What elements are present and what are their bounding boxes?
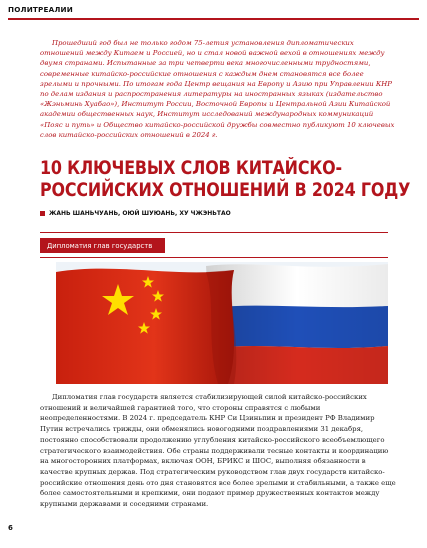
page-number: 6 <box>8 524 13 532</box>
article-title <box>40 158 411 202</box>
byline <box>40 210 231 217</box>
subhead-rule-top <box>40 232 388 233</box>
china-russia-flags-illustration <box>56 262 388 384</box>
article-body: Дипломатия глав государств является стабилизирующей силой китайско-российских отношений и величайшей гарантией того, что стороны справятся с любыми неопределенностями. В 2024 г. председатель КНР Си Цзиньпин и президент РФ Владимир Путин встречались трижды, они обменялись новогодними поздравлениями 31 декабря, постоянно способствовали продолжению углубления китайско-российского всеобъемлющего стратегического взаимодействия. Обе страны поддерживали тесные контакты и координацию на многосторонних платформах, включая ООН, БРИКС и ШОС, выполняя обязанности в качестве крупных держав. Под стратегическим руководством глав двух государств китайско-российские отношения день ото дня становятся все более зрелыми и стабильными, а также еще более самостоятельными и крепкими, они подают пример дружественных контактов между крупными державами и соседними странами. <box>40 393 396 509</box>
intro-paragraph: Прошедший год был не только годом 75-летия установления дипломатических отношений между Китаем и Россией, но и стал новой важной вехой в отношениях между двумя странами. Испытанные за три четверти века многочисленными трудностями, современные китайско-российские отношения с каждым днем становятся все более зрелыми и прочными. По итогам года Центр вещания на Европу и Азию при Управлении КНР по делам издания и распространения литературы на иностранных языках (издательство «Жэньминь Хуабао»), Институт России, Восточной Европы и Центральной Азии Китайской академии общественных наук, Институт исследований международных коммуникаций «Пояс и путь» и Общество китайско-российской дружбы совместно публикуют 10 ключевых слов китайско-российских отношений в 2024 г. <box>40 39 395 139</box>
subhead-rule-bottom <box>40 257 388 258</box>
byline-marker <box>40 211 45 216</box>
flags-image <box>56 262 388 384</box>
byline-authors: ЖАНЬ ШАНЬЧУАНЬ, ОЮЙ ШУЮАНЬ, ХУ ЧЖЭНЬТАО <box>49 210 231 217</box>
section-label: ПОЛИТРЕАЛИИ <box>8 5 73 14</box>
china-flag <box>56 269 236 384</box>
article-title-line-1: 10 КЛЮЧЕВЫХ СЛОВ КИТАЙСКО- <box>40 158 342 179</box>
article-title-line-2: РОССИЙСКИХ ОТНОШЕНИЙ В 2024 ГОДУ <box>40 180 411 201</box>
header-rule <box>8 18 419 20</box>
subheading: Дипломатия глав государств <box>40 238 165 253</box>
